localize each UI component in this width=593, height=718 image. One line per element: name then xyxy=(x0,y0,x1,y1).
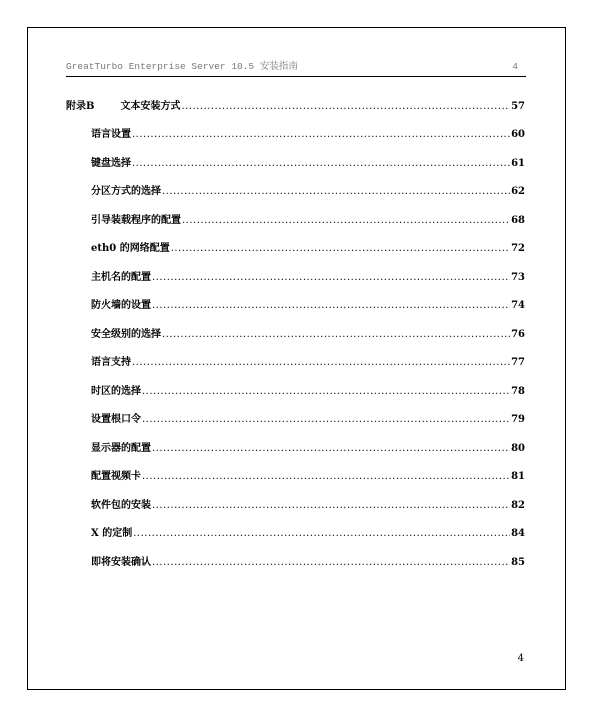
toc-entry[interactable] xyxy=(91,385,525,399)
toc-entry-page: 84 xyxy=(511,528,525,539)
toc-leader-dots xyxy=(152,299,510,313)
toc-entry[interactable] xyxy=(91,299,525,313)
toc-entry[interactable] xyxy=(91,185,525,199)
toc-entry-label: 设置根口令 xyxy=(91,414,141,425)
toc-leader-dots xyxy=(142,385,510,399)
toc-leader-dots xyxy=(152,499,510,513)
toc-entry[interactable] xyxy=(91,157,525,171)
toc-leader-dots xyxy=(132,128,510,142)
toc-entry-label: 即将安装确认 xyxy=(91,556,151,568)
toc-leader-dots xyxy=(152,442,510,456)
toc-entry-page: 74 xyxy=(511,300,525,311)
toc-entry[interactable] xyxy=(91,413,525,427)
toc-entry-label: 时区的选择 xyxy=(91,385,141,397)
toc-entry-label: 语言设置 xyxy=(91,129,131,140)
toc-leader-dots xyxy=(132,356,510,370)
toc-entry[interactable] xyxy=(91,242,525,256)
toc-entry[interactable] xyxy=(91,556,525,570)
toc-entry[interactable] xyxy=(91,328,525,342)
toc-entry-label: 文本安装方式 xyxy=(120,101,181,112)
toc-entry-label: 语言支持 xyxy=(91,357,131,368)
toc-leader-dots xyxy=(142,413,510,427)
toc-entry-label: 主机名的配置 xyxy=(91,271,151,283)
toc-entry-label: 配置视频卡 xyxy=(91,471,141,482)
toc-entry-page: 61 xyxy=(511,157,525,169)
toc-entry-label: X 的定制 xyxy=(91,528,133,539)
toc-entry-appendix-b[interactable] xyxy=(66,100,525,114)
toc-entry-page: 68 xyxy=(511,214,525,226)
toc-leader-dots xyxy=(152,556,510,570)
toc-entry-page: 60 xyxy=(511,129,525,140)
toc-entry-label: 显示器的配置 xyxy=(91,442,151,454)
toc-entry[interactable] xyxy=(91,214,525,228)
toc-leader-dots xyxy=(171,242,510,256)
toc-entry-page: 78 xyxy=(511,385,525,397)
toc-entry-label: 防火墙的设置 xyxy=(91,300,151,311)
toc-appendix-prefix: 附录B xyxy=(66,101,95,112)
header-title: GreatTurbo Enterprise Server 10.5 安装指南 xyxy=(66,61,298,72)
toc-entry-page: 82 xyxy=(511,499,525,511)
toc-entry[interactable] xyxy=(91,470,525,484)
toc-leader-dots xyxy=(142,470,510,484)
toc-entry-label: 安全级别的选择 xyxy=(91,328,161,340)
toc-entry-page: 80 xyxy=(511,442,525,454)
toc-entry[interactable] xyxy=(91,271,525,285)
toc-leader-dots xyxy=(162,185,510,199)
toc-leader-dots xyxy=(182,214,510,228)
toc-leader-dots xyxy=(181,100,510,114)
toc-entry-page: 77 xyxy=(511,357,525,368)
toc-leader-dots xyxy=(162,328,510,342)
toc-entry[interactable] xyxy=(91,499,525,513)
toc-entry-label: eth0 的网络配置 xyxy=(91,243,170,254)
toc-entry-page: 76 xyxy=(511,328,525,340)
toc-entry-label: 引导装载程序的配置 xyxy=(91,214,181,226)
toc-leader-dots xyxy=(152,271,510,285)
toc-entry-page: 62 xyxy=(511,186,525,197)
toc-leader-dots xyxy=(132,157,510,171)
toc-entry[interactable] xyxy=(91,356,525,370)
toc-entry-page: 57 xyxy=(511,101,525,112)
toc-entry-label: 分区方式的选择 xyxy=(91,186,161,197)
toc-leader-dots xyxy=(133,527,510,541)
header-page-number: 4 xyxy=(512,61,518,72)
toc-entry-label: 软件包的安装 xyxy=(91,499,151,511)
toc-entry-label: 键盘选择 xyxy=(91,157,131,169)
toc-entry-page: 72 xyxy=(511,243,525,254)
running-header xyxy=(66,60,526,77)
toc-entry-page: 85 xyxy=(511,556,525,568)
toc-entry-page: 79 xyxy=(511,414,525,425)
toc-entry-page: 81 xyxy=(511,471,525,482)
toc-entry[interactable] xyxy=(91,527,525,541)
footer-page-number: 4 xyxy=(517,653,524,664)
toc-entry[interactable] xyxy=(91,128,525,142)
toc-entry-page: 73 xyxy=(511,271,525,283)
toc-entry[interactable] xyxy=(91,442,525,456)
